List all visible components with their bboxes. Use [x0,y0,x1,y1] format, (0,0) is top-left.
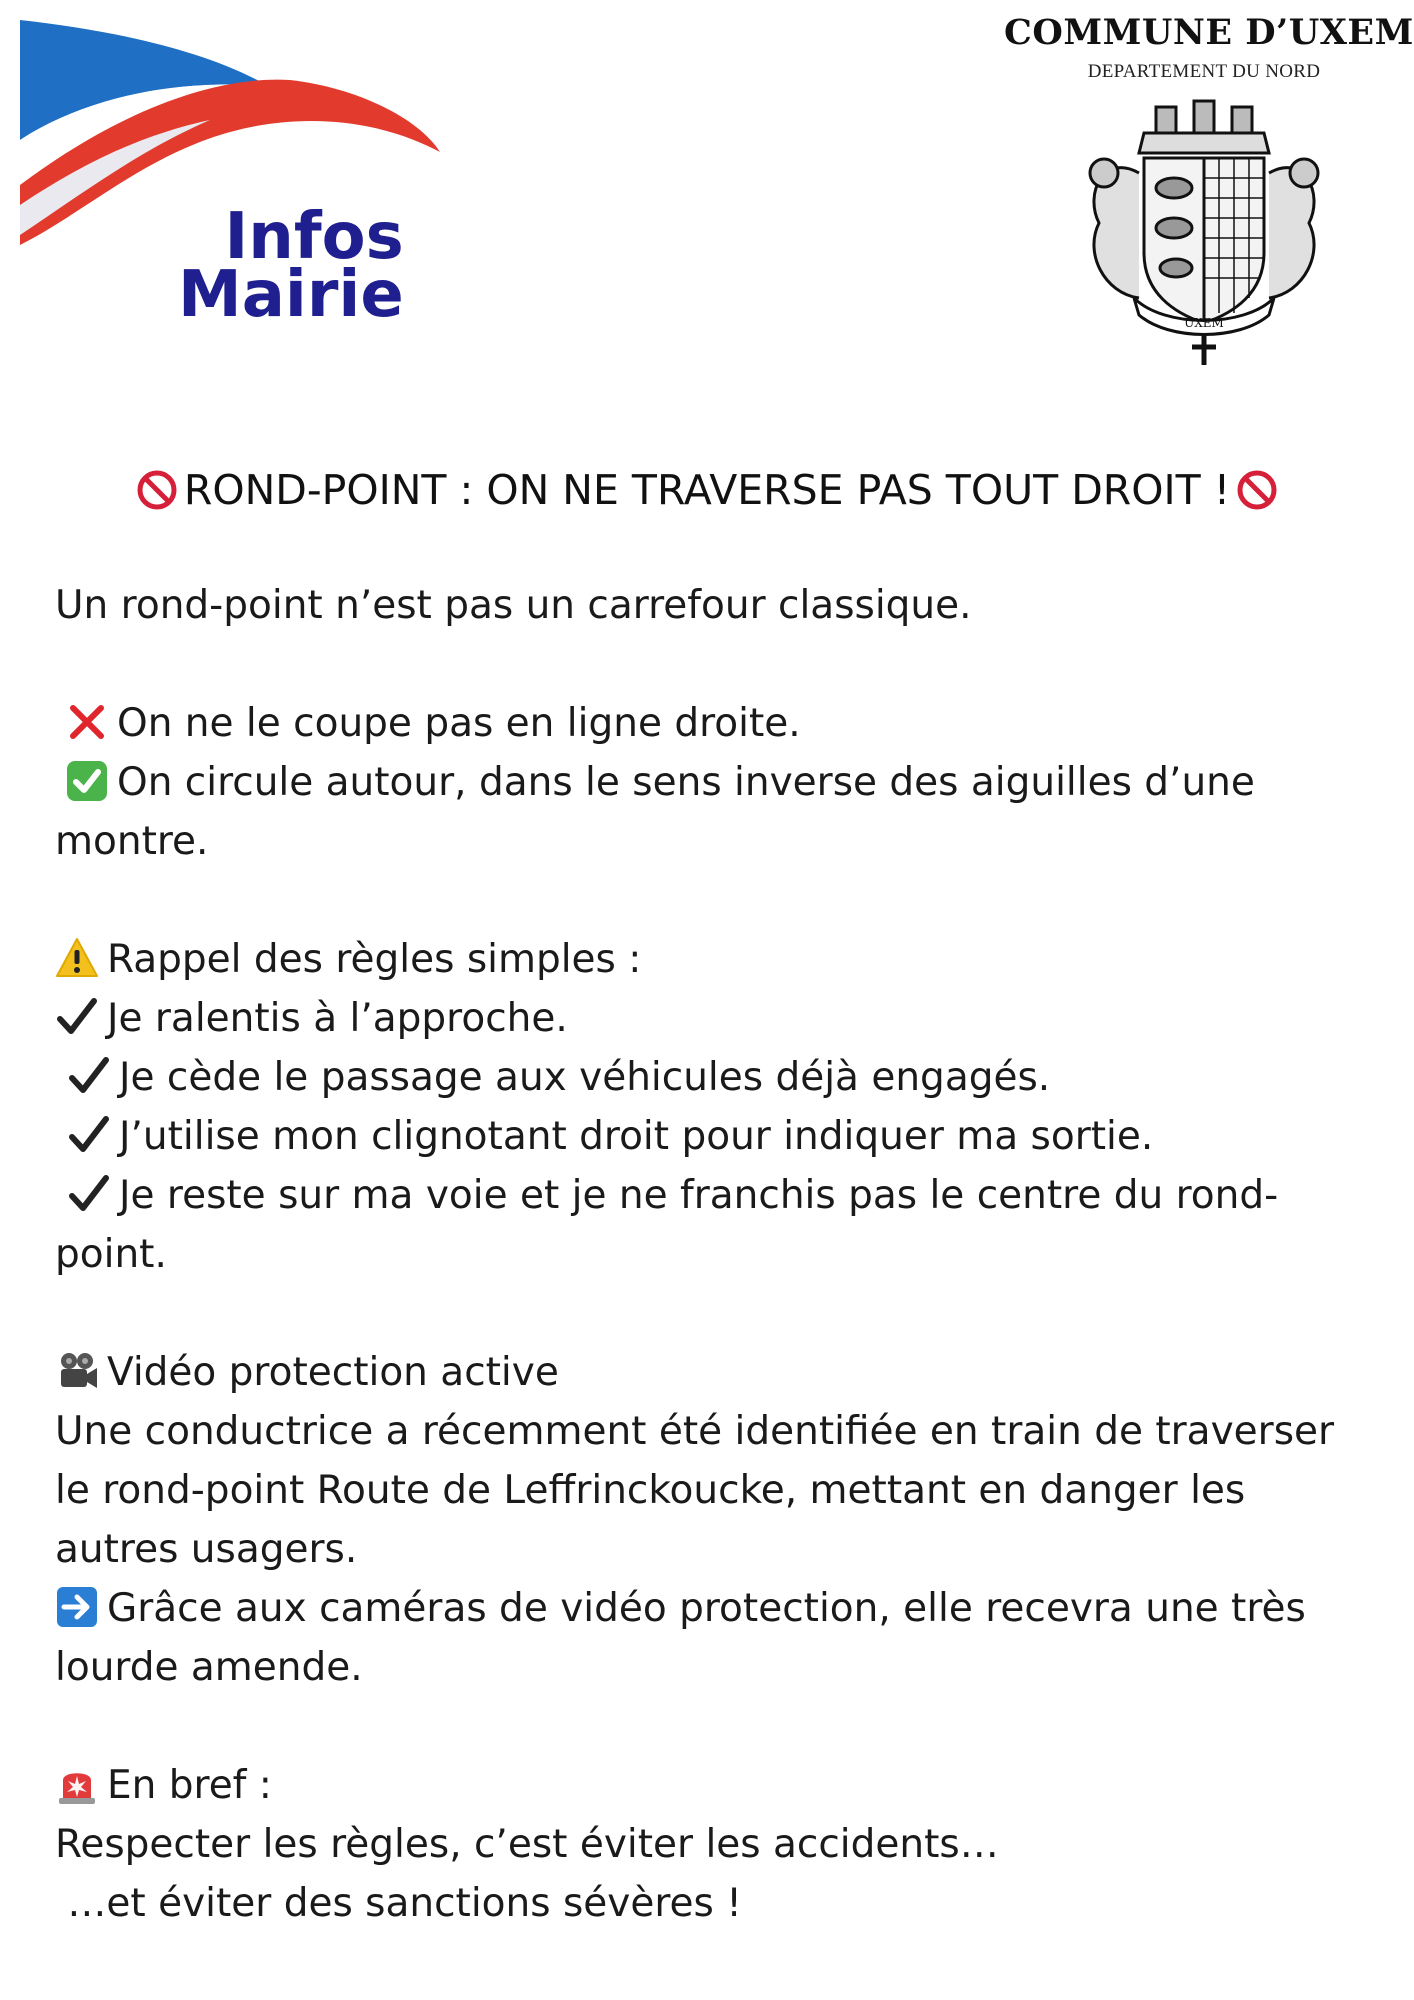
commune-header [1004,12,1414,368]
check-mark-icon [55,995,99,1039]
headline-text: ROND-POINT : ON NE TRAVERSE PAS TOUT DROIT ! [183,466,1231,514]
logo-line-mairie: Mairie [178,258,404,332]
logo-line-infos: Infos [224,200,404,274]
warning-icon [55,936,99,980]
commune-title: COMMUNE D’UXEM [1004,12,1414,53]
logo-text [178,200,404,332]
rule-item [55,989,1375,1048]
video-camera-icon [55,1349,99,1393]
check-mark-icon [67,1172,111,1216]
video-text-2: le rond-point Route de Leffrinckoucke, mettant en danger les [55,1468,1246,1513]
summary-title-line [55,1756,1375,1815]
article-body [55,576,1375,1933]
summary-text-1: Respecter les règles, c’est éviter les accidents… [55,1822,999,1867]
intro-text: Un rond-point n’est pas un carrefour classique. [55,583,972,628]
summary-title: En bref : [107,1763,272,1808]
right-arrow-icon [55,1585,99,1629]
dont-line [55,694,1375,753]
headline [0,463,1414,517]
consequence-text-1: Grâce aux caméras de vidéo protection, elle recevra une très [107,1586,1306,1631]
coat-of-arms-icon [1064,93,1344,368]
summary-text-2: …et éviter des sanctions sévères ! [55,1881,742,1926]
infos-mairie-logo [20,20,460,340]
video-title: Vidéo protection active [107,1350,559,1395]
no-entry-icon [136,469,178,511]
consequence-text-2: lourde amende. [55,1645,363,1690]
crest-motto: UXEM [1184,316,1224,330]
rule-text: Je ralentis à l’approche. [107,996,568,1041]
check-mark-icon [67,1054,111,1098]
commune-department: DEPARTEMENT DU NORD [1087,61,1321,82]
siren-icon [55,1762,99,1806]
rule-item [55,1107,1375,1166]
rule-item [55,1048,1375,1107]
video-text-3: autres usagers. [55,1527,358,1572]
rules-title: Rappel des règles simples : [107,937,642,982]
do-text-1: On circule autour, dans le sens inverse des aiguilles d’une [117,760,1255,805]
cross-mark-icon [65,700,109,744]
consequence-line [55,1579,1375,1638]
rule-item [55,1166,1375,1225]
dont-text: On ne le coupe pas en ligne droite. [117,701,801,746]
do-line [55,753,1375,812]
video-title-line [55,1343,1375,1402]
rule-text: J’utilise mon clignotant droit pour indiquer ma sortie. [119,1114,1154,1159]
video-text-1: Une conductrice a récemment été identifiée en train de traverser [55,1409,1335,1454]
no-entry-icon [1236,469,1278,511]
check-box-icon [65,759,109,803]
check-mark-icon [67,1113,111,1157]
rule-text: Je reste sur ma voie et je ne franchis pas le centre du rond- [119,1173,1279,1218]
rules-title-line [55,930,1375,989]
rule-text: Je cède le passage aux véhicules déjà engagés. [119,1055,1051,1100]
rule-continuation: point. [55,1232,167,1277]
do-text-2: montre. [55,819,209,864]
